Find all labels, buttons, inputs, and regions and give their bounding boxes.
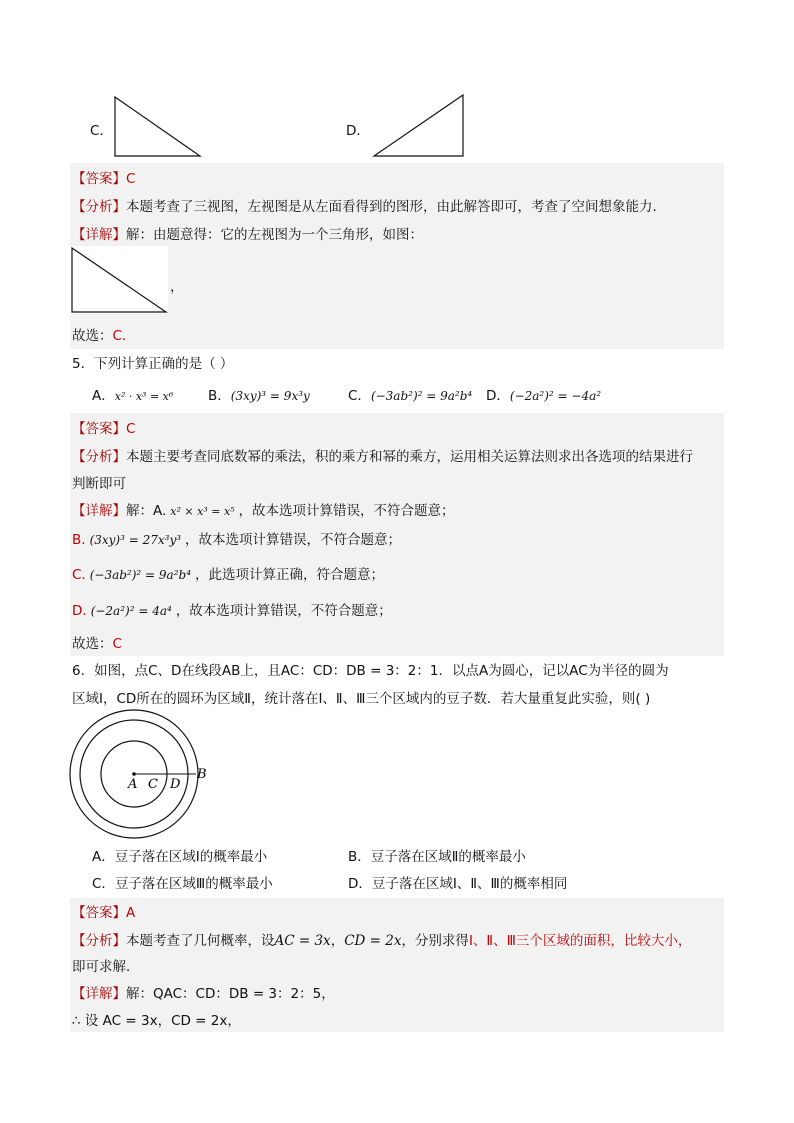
answer-value: A [126, 905, 136, 921]
option-text: 豆子落在区域Ⅰ的概率最小 [114, 849, 268, 865]
q4-option-d-triangle [372, 94, 466, 158]
analysis-tag: 【分析】 [72, 933, 126, 949]
q6-stem-line1: 6．如图，点C、D在线段AB上，且AC：CD：DB = 3：2：1．以点A为圆心，记以AC为半径的圆为 [72, 663, 669, 679]
detail-expr: x² × x³ = x⁵ [170, 505, 235, 518]
answer-tag: 【答案】 [72, 421, 126, 437]
detail-expr: (−2a²)² = 4a⁴ [90, 604, 172, 618]
answer-value: C [126, 421, 136, 437]
analysis-text: ， [330, 933, 345, 949]
detail-text: 解：由题意得：它的左视图为一个三角形，如图： [126, 227, 423, 243]
choice-prefix: 故选： [72, 636, 113, 652]
detail-text: ，此选项计算正确，符合题意； [195, 567, 385, 583]
detail-tag: 【详解】 [72, 503, 126, 519]
answer-tag: 【答案】 [72, 905, 126, 921]
q5-choice [72, 632, 122, 652]
label-a: A [128, 777, 138, 792]
q5-detail-c [72, 563, 384, 583]
choice-value: C [112, 636, 122, 652]
option-expr: (−3ab²)² = 9a²b⁴ [370, 389, 473, 403]
option-label: D． [486, 388, 510, 404]
analysis-expr: AC = 3x [274, 933, 331, 949]
option-label: A． [92, 849, 115, 865]
analysis-text: 本题考查了三视图，左视图是从左面看得到的图形，由此解答即可，考查了空间想象能力． [126, 199, 666, 215]
detail-label: B. [72, 532, 86, 548]
q4-option-c-triangle [114, 96, 204, 158]
q5-option-b [208, 384, 310, 404]
detail-expr: (3xy)³ = 27x³y³ [89, 533, 182, 547]
choice-value: C． [112, 328, 136, 344]
analysis-expr: CD = 2x [344, 933, 402, 949]
q5-analysis-line2: 判断即可 [72, 476, 126, 492]
detail-tag: 【详解】 [72, 227, 126, 243]
q6-option-c [92, 872, 273, 892]
q4-option-d-label: D． [346, 123, 370, 139]
option-text: 豆子落在区域Ⅰ、Ⅱ、Ⅲ的概率相同 [371, 876, 568, 892]
label-b: B [197, 767, 207, 782]
q5-stem: 5．下列计算正确的是（ ） [72, 356, 234, 372]
choice-prefix: 故选： [72, 328, 113, 344]
option-text: 豆子落在区域Ⅲ的概率最小 [114, 876, 273, 892]
q5-option-c [348, 384, 472, 404]
label-d: D [170, 777, 181, 792]
q6-analysis-line1 [72, 929, 691, 949]
detail-prefix: 解：A. [126, 503, 167, 519]
detail-text: ，故本选项计算错误，不符合题意； [175, 603, 392, 619]
q4-choice [72, 324, 135, 344]
q4-option-c-label: C． [90, 123, 113, 139]
q5-answer [72, 417, 135, 437]
analysis-text: ，分别求得 [401, 933, 469, 949]
q6-detail-line2: ∴ 设 AC = 3x，CD = 2x， [72, 1013, 241, 1029]
q6-detail-line1 [72, 982, 335, 1002]
q5-detail-b [72, 528, 401, 548]
answer-tag: 【答案】 [72, 171, 126, 187]
q6-option-d [348, 872, 567, 892]
q4-analysis [72, 195, 666, 215]
q5-detail-a [72, 499, 455, 519]
q4-detail [72, 223, 423, 243]
answer-value: C [126, 171, 136, 187]
q6-option-b [348, 845, 526, 865]
q5-option-d [486, 384, 601, 404]
option-label: A． [92, 388, 115, 404]
q4-detail-triangle [70, 246, 170, 316]
option-text: 豆子落在区域Ⅱ的概率最小 [370, 849, 526, 865]
analysis-text: 本题考查了几何概率，设 [126, 933, 275, 949]
detail-text: 解：QAC：CD：DB = 3：2：5， [126, 986, 335, 1002]
option-expr: (−2a²)² = −4a² [509, 389, 602, 403]
q5-option-a [92, 384, 173, 404]
q5-analysis-line1 [72, 445, 693, 465]
q6-answer [72, 901, 135, 921]
analysis-tag: 【分析】 [72, 199, 126, 215]
label-c: C [148, 777, 158, 792]
detail-tag: 【详解】 [72, 986, 126, 1002]
q4-answer [72, 167, 135, 187]
q6-stem-line2: 区域Ⅰ，CD所在的圆环为区域Ⅱ，统计落在Ⅰ、Ⅱ、Ⅲ三个区域内的豆子数．若大量重复此实验，则( ) [72, 691, 651, 707]
option-label: C． [348, 388, 371, 404]
detail-expr: (−3ab²)² = 9a²b⁴ [89, 568, 192, 582]
q6-analysis-line2: 即可求解． [72, 959, 140, 975]
option-expr: (3xy)³ = 9x³y [230, 389, 310, 403]
analysis-tag: 【分析】 [72, 449, 126, 465]
option-label: B． [208, 388, 231, 404]
q6-concentric-circles-figure [66, 708, 216, 843]
option-label: B． [348, 849, 371, 865]
q4-detail-comma: ， [170, 279, 184, 295]
point-a [132, 772, 136, 776]
analysis-text: 本题主要考查同底数幂的乘法，积的乘方和幂的乘方，运用相关运算法则求出各选项的结果进行 [126, 449, 693, 465]
q6-option-a [92, 845, 267, 865]
detail-text: ，故本选项计算错误，不符合题意； [185, 532, 402, 548]
analysis-text-highlight: Ⅰ、Ⅱ、Ⅲ三个区域的面积，比较大小， [468, 933, 692, 949]
option-label: C． [92, 876, 115, 892]
detail-text: ，故本选项计算错误，不符合题意； [238, 503, 455, 519]
q5-detail-d [72, 599, 392, 619]
detail-label: D. [72, 603, 87, 619]
detail-label: C. [72, 567, 86, 583]
option-expr: x² · x³ = x⁶ [114, 390, 174, 403]
option-label: D． [348, 876, 372, 892]
